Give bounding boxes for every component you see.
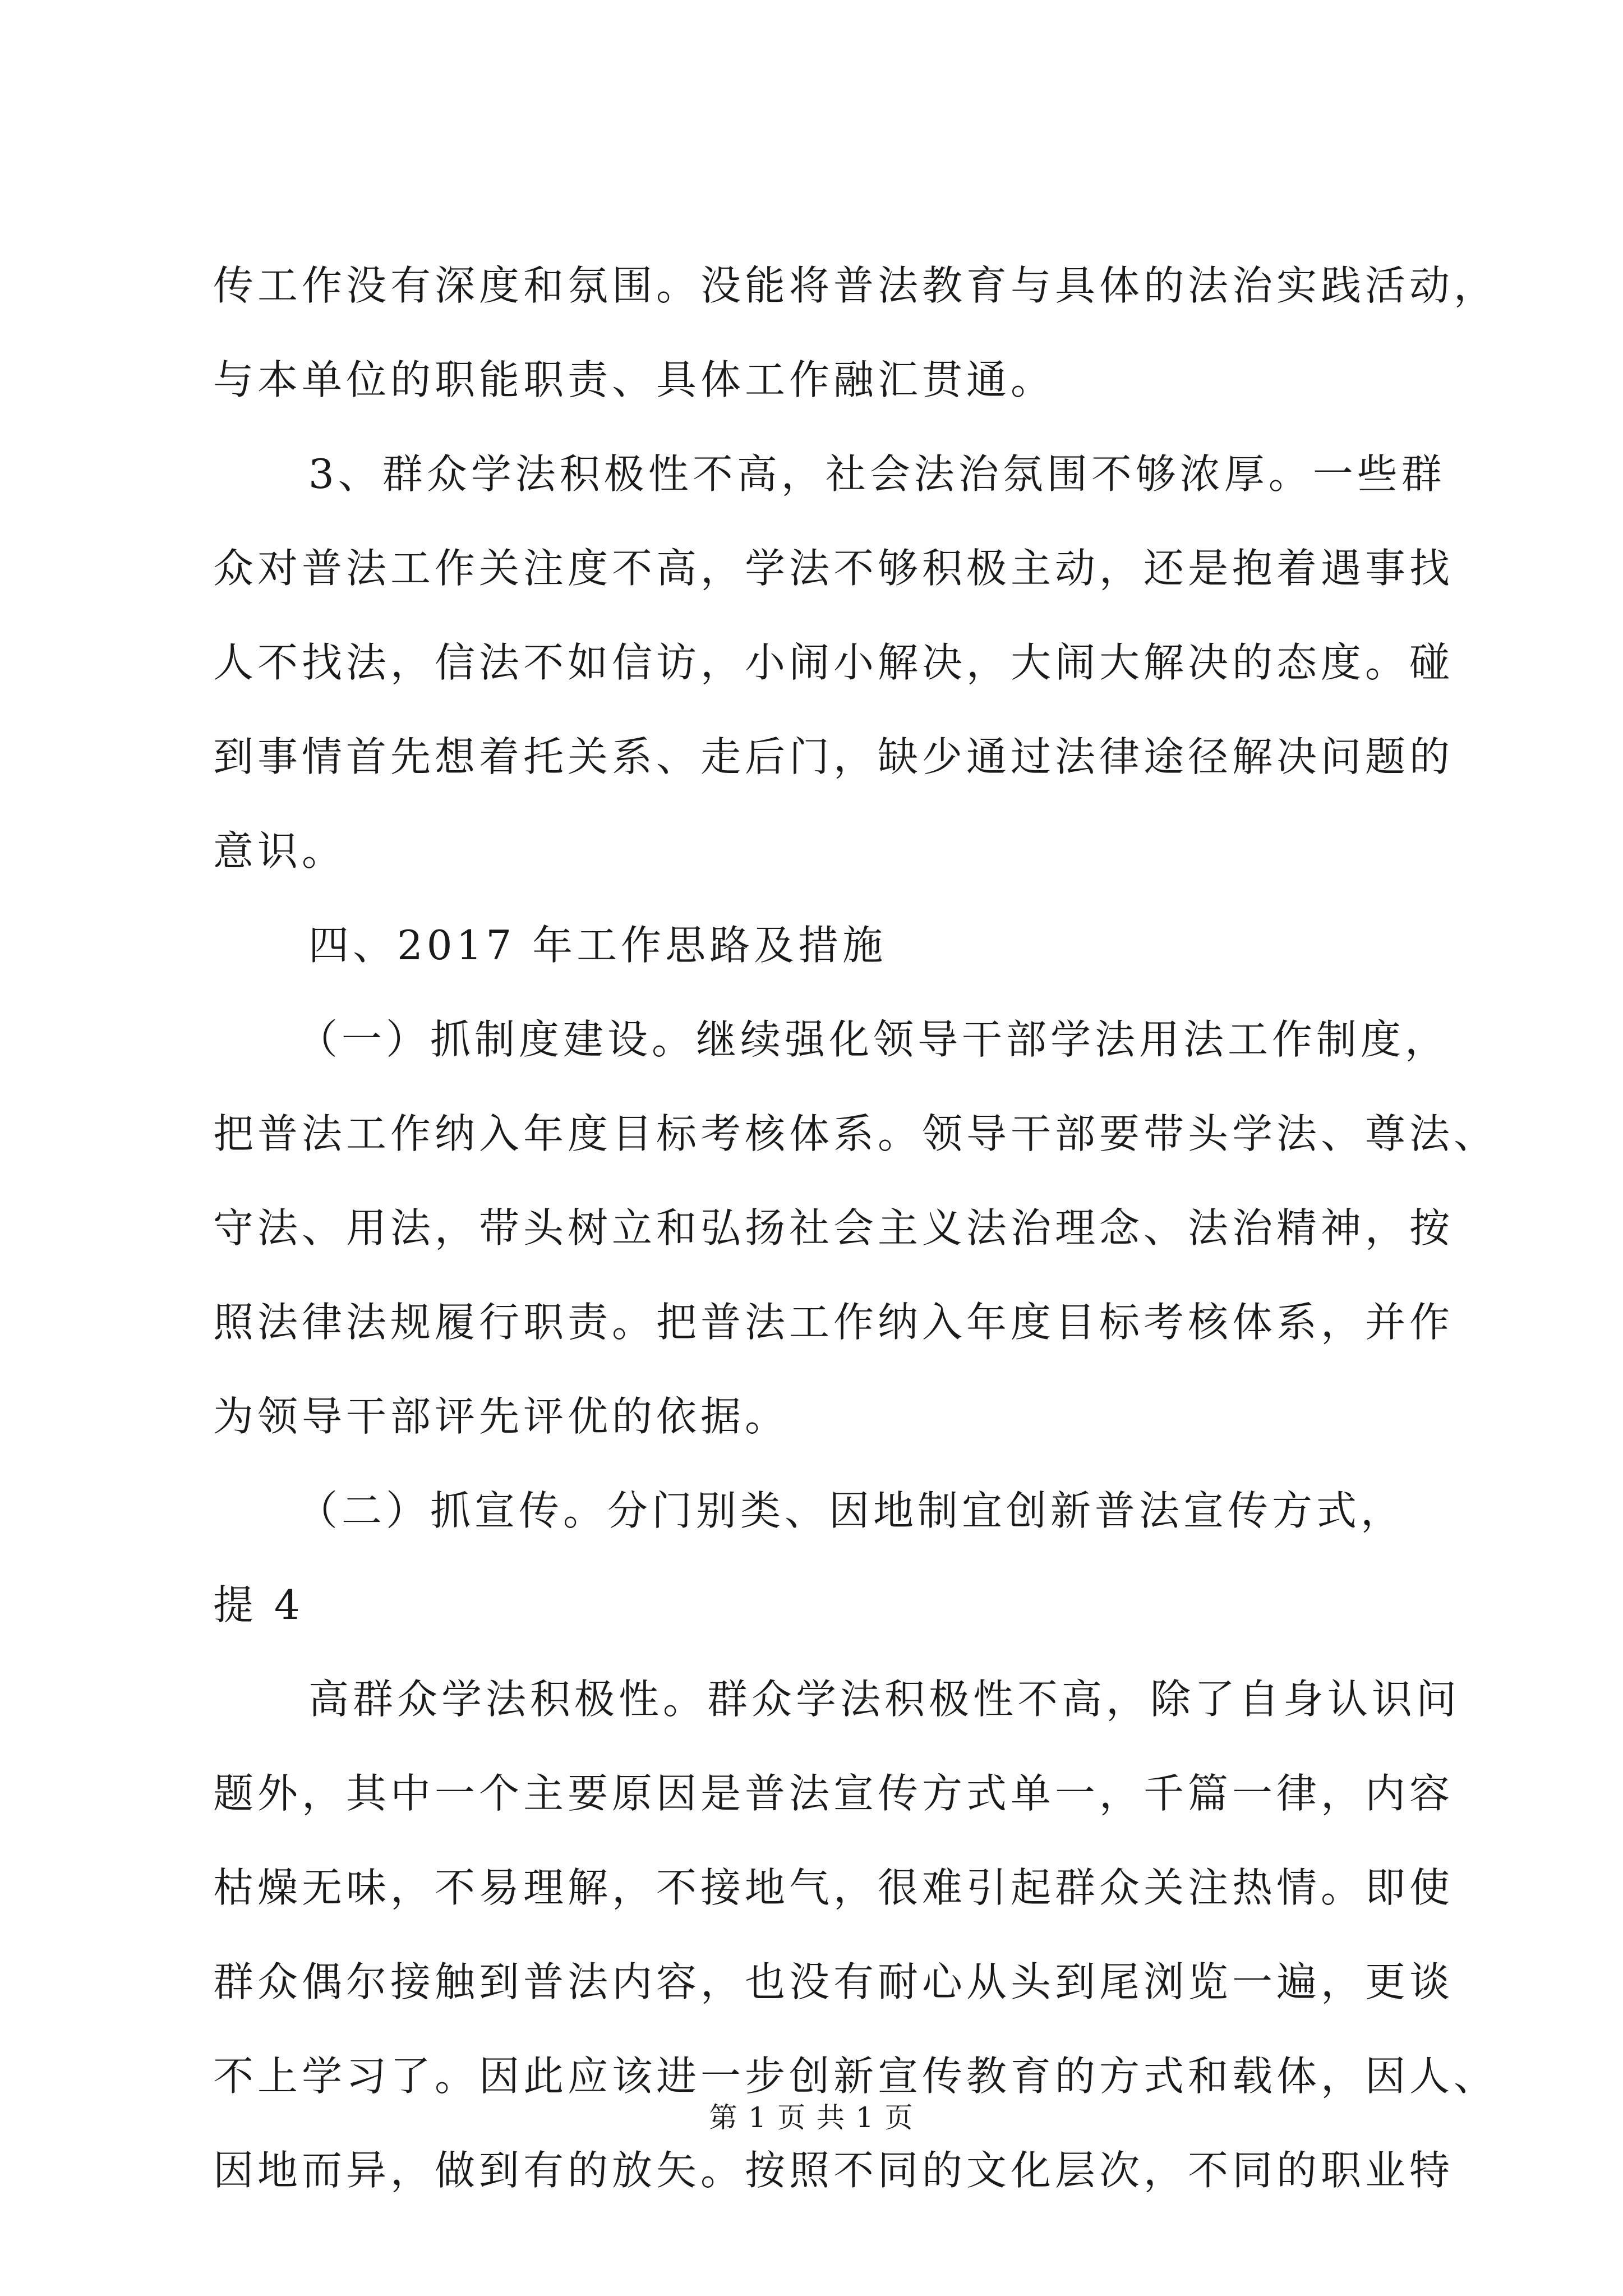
text-line: 守法、用法，带头树立和弘扬社会主义法治理念、法治精神，按 <box>213 1204 1454 1251</box>
text-line: 枯燥无味，不易理解，不接地气，很难引起群众关注热情。即使 <box>213 1864 1454 1911</box>
text-line: 群众偶尔接触到普法内容，也没有耐心从头到尾浏览一遍，更谈 <box>213 1958 1454 2005</box>
text-line: 为领导干部评先评优的依据。 <box>213 1393 790 1440</box>
text-line: 众对普法工作关注度不高，学法不够积极主动，还是抱着遇事找 <box>213 545 1454 592</box>
text-line: 题外，其中一个主要原因是普法宣传方式单一，千篇一律，内容 <box>213 1770 1454 1817</box>
page-footer <box>0 2101 1623 2134</box>
text-line: （一）抓制度建设。继续强化领导干部学法用法工作制度， <box>297 1016 1450 1063</box>
text-line: 3、群众学法积极性不高，社会法治氛围不够浓厚。一些群 <box>308 450 1446 498</box>
text-line: 因地而异，做到有的放矢。按照不同的文化层次，不同的职业特 <box>213 2147 1454 2194</box>
text-line: 照法律法规履行职责。把普法工作纳入年度目标考核体系，并作 <box>213 1299 1454 1346</box>
text-line: 与本单位的职能职责、具体工作融汇贯通。 <box>213 356 1055 403</box>
text-line: 把普法工作纳入年度目标考核体系。领导干部要带头学法、尊法、 <box>213 1110 1498 1157</box>
text-line: 高群众学法积极性。群众学法积极性不高，除了自身认识问 <box>308 1676 1461 1723</box>
text-line: 到事情首先想着托关系、走后门，缺少通过法律途径解决问题的 <box>213 733 1454 780</box>
page-number-label: 第 1 页 共 1 页 <box>709 2101 914 2134</box>
text-line: 意识。 <box>213 827 347 875</box>
section-heading: 四、2017 年工作思路及措施 <box>308 922 887 969</box>
text-line: （二）抓宣传。分门别类、因地制宜创新普法宣传方式， <box>297 1487 1405 1534</box>
text-line: 人不找法，信法不如信访，小闹小解决，大闹大解决的态度。碰 <box>213 639 1454 686</box>
text-line: 传工作没有深度和氛围。没能将普法教育与具体的法治实践活动， <box>213 262 1498 309</box>
text-line: 不上学习了。因此应该进一步创新宣传教育的方式和载体，因人、 <box>213 2053 1498 2100</box>
document-body <box>213 238 1498 2217</box>
text-line: 提 4 <box>213 1581 304 1628</box>
